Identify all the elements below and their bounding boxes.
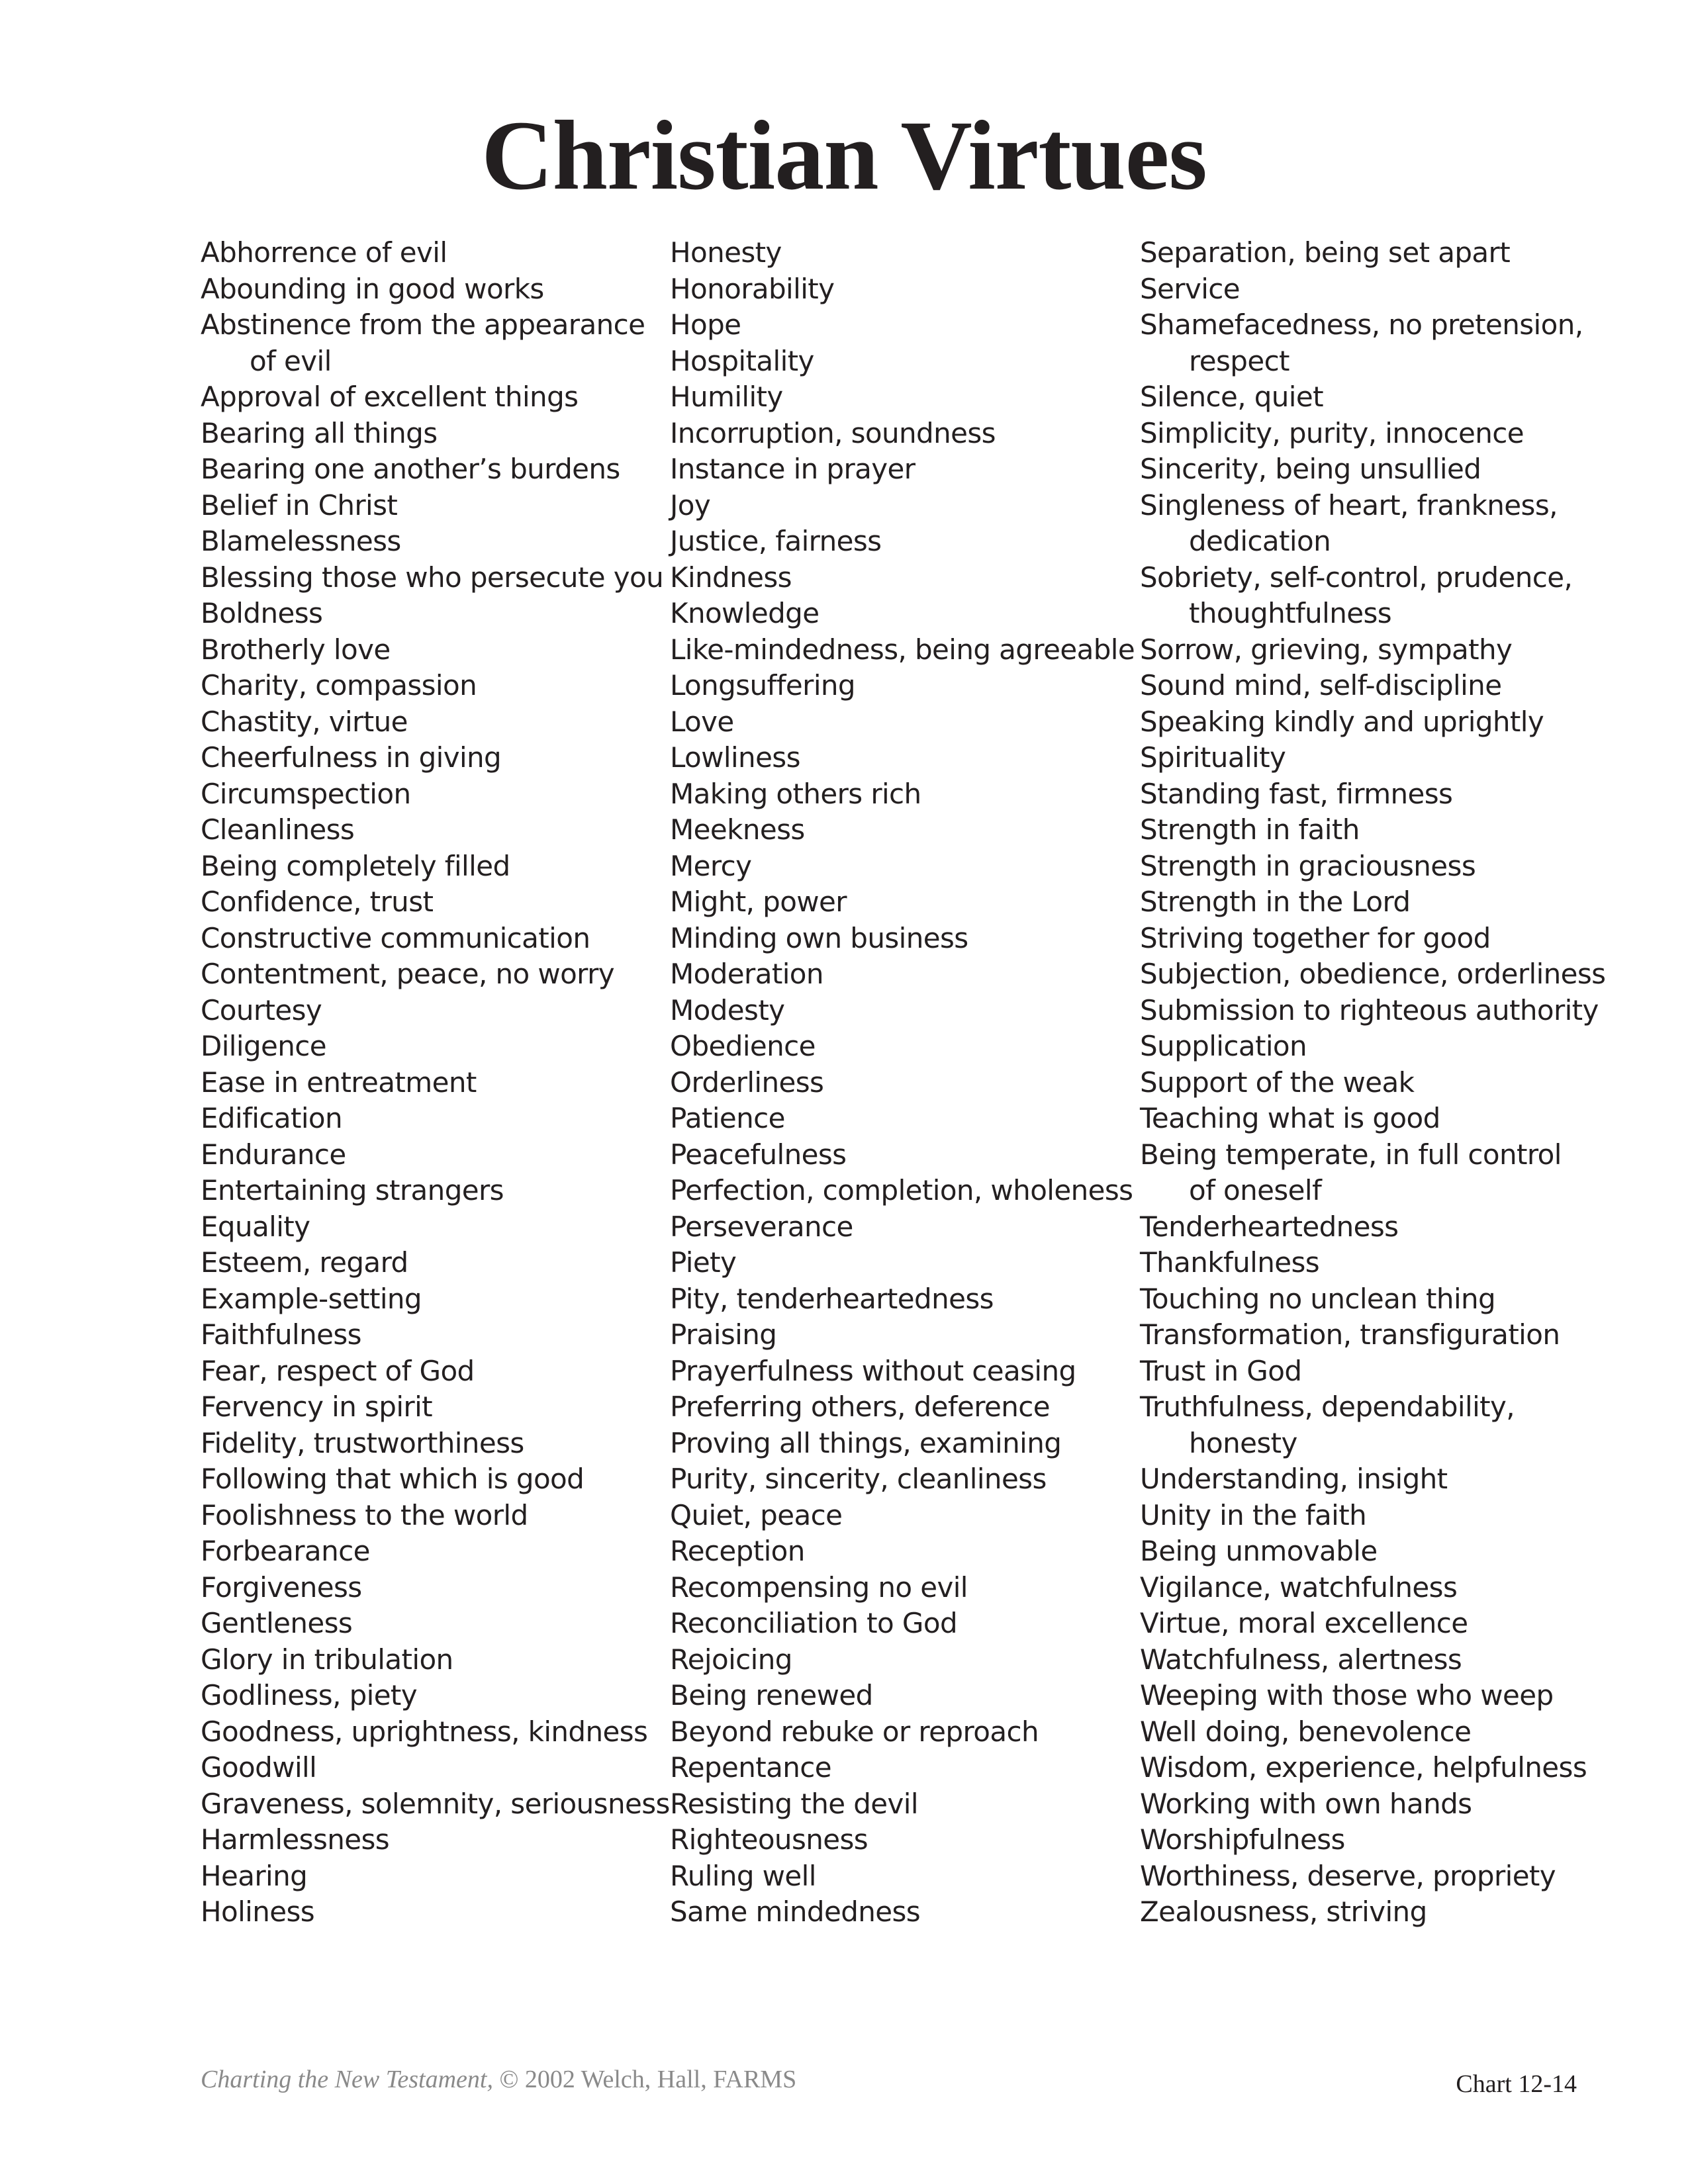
virtue-item — [670, 1137, 1133, 1173]
virtue-label: Might, power — [670, 886, 847, 918]
virtue-item — [201, 1101, 664, 1137]
virtue-label: Purity, sincerity, cleanliness — [670, 1463, 1047, 1495]
virtue-item — [670, 1245, 1133, 1281]
virtue-label: Ease in entreatment — [201, 1066, 477, 1099]
virtue-label: Standing fast, firmness — [1140, 777, 1453, 810]
virtue-item — [201, 596, 664, 632]
virtue-label: Bearing all things — [201, 416, 438, 449]
virtue-label: Belief in Christ — [201, 488, 398, 522]
virtue-item — [1140, 884, 1617, 921]
virtue-item — [670, 1570, 1133, 1606]
virtue-label: Holiness — [201, 1895, 315, 1928]
virtues-column-2 — [670, 235, 1133, 1931]
virtue-label: Minding own business — [670, 921, 968, 954]
virtue-label: Knowledge — [670, 597, 820, 629]
virtue-label: Rejoicing — [670, 1643, 792, 1676]
virtue-label: Proving all things, examining — [670, 1426, 1062, 1459]
virtue-label: Praising — [670, 1318, 777, 1351]
virtue-label: Striving together for good — [1140, 921, 1491, 954]
virtue-label: Goodness, uprightness, kindness — [201, 1715, 648, 1748]
virtue-item — [1140, 848, 1617, 885]
virtue-label: Cleanliness — [201, 813, 355, 846]
virtue-label: Vigilance, watchfulness — [1140, 1570, 1458, 1604]
virtue-item — [670, 1858, 1133, 1895]
virtue-label: Sobriety, self-control, prudence, — [1140, 561, 1573, 594]
virtue-item — [670, 1642, 1133, 1678]
virtue-item — [670, 1750, 1133, 1786]
virtue-item — [201, 451, 664, 488]
virtue-label: Submission to righteous authority — [1140, 993, 1599, 1026]
virtue-label: Blamelessness — [201, 525, 401, 557]
virtue-label: Godliness, piety — [201, 1679, 418, 1711]
virtue-item — [1140, 1317, 1617, 1353]
virtue-label: Same mindedness — [670, 1895, 921, 1928]
virtue-item — [201, 488, 664, 524]
virtue-label: Approval of excellent things — [201, 381, 579, 413]
virtue-item — [670, 235, 1133, 271]
virtue-label: Understanding, insight — [1140, 1463, 1448, 1495]
virtue-label: Support of the weak — [1140, 1066, 1415, 1099]
virtue-item — [670, 993, 1133, 1029]
virtue-label: Being completely filled — [201, 849, 510, 882]
virtue-label: Abstinence from the appearance — [201, 308, 645, 341]
virtue-item — [670, 668, 1133, 704]
virtue-item — [670, 1894, 1133, 1931]
virtue-item — [1140, 812, 1617, 848]
copyright-notice: © 2002 Welch, Hall, FARMS — [492, 2066, 797, 2093]
virtue-label: Constructive communication — [201, 921, 590, 954]
virtue-item — [201, 1678, 664, 1714]
virtue-label: Trust in God — [1140, 1354, 1302, 1387]
virtue-label: Forgiveness — [201, 1570, 362, 1604]
virtue-label: Joy — [670, 488, 711, 522]
virtue-item — [201, 740, 664, 776]
virtue-label: Transformation, transfiguration — [1140, 1318, 1560, 1351]
virtue-item — [1140, 668, 1617, 704]
virtue-label: Being unmovable — [1140, 1535, 1378, 1567]
virtue-item — [1140, 416, 1617, 452]
virtue-item — [1140, 1642, 1617, 1678]
virtue-label: Hospitality — [670, 344, 814, 377]
virtue-item — [201, 1245, 664, 1281]
virtue-item — [201, 1065, 664, 1101]
virtue-item — [201, 956, 664, 993]
virtue-label: Justice, fairness — [670, 525, 882, 557]
virtue-label: Hope — [670, 308, 741, 341]
virtue-item — [1140, 776, 1617, 813]
virtue-item — [1140, 704, 1617, 741]
virtue-item — [201, 1533, 664, 1570]
virtue-item — [201, 993, 664, 1029]
virtue-item — [1140, 1533, 1617, 1570]
virtue-item — [670, 523, 1133, 560]
virtue-label: Cheerfulness in giving — [201, 741, 502, 774]
virtue-item — [201, 668, 664, 704]
virtue-label: Boldness — [201, 597, 323, 629]
virtue-item — [670, 921, 1133, 957]
virtues-list — [0, 235, 1688, 1956]
virtue-item — [201, 1714, 664, 1751]
virtue-label: Charity, compassion — [201, 669, 477, 702]
virtue-label: Watchfulness, alertness — [1140, 1643, 1462, 1676]
virtue-item — [1140, 1209, 1617, 1246]
virtue-item — [201, 1461, 664, 1498]
virtue-item — [670, 704, 1133, 741]
virtue-item — [670, 1461, 1133, 1498]
virtues-column-3 — [1140, 235, 1617, 1931]
virtue-label: Reception — [670, 1535, 805, 1567]
virtue-label: Perseverance — [670, 1210, 853, 1243]
virtue-label: Equality — [201, 1210, 310, 1243]
virtue-label: Unity in the faith — [1140, 1498, 1367, 1531]
virtue-label: Incorruption, soundness — [670, 416, 996, 449]
virtues-column-1 — [201, 235, 670, 1931]
virtue-item — [1140, 271, 1617, 308]
virtue-label: Edification — [201, 1102, 343, 1134]
virtue-label: Example-setting — [201, 1282, 422, 1315]
virtue-label: Diligence — [201, 1030, 326, 1062]
virtue-label: Beyond rebuke or reproach — [670, 1715, 1039, 1748]
virtue-label: Obedience — [670, 1030, 816, 1062]
virtue-item — [201, 1894, 664, 1931]
virtue-label: Righteousness — [670, 1823, 868, 1856]
virtue-label: Kindness — [670, 561, 792, 594]
virtue-label: Silence, quiet — [1140, 381, 1323, 413]
virtue-label: Sorrow, grieving, sympathy — [1140, 633, 1513, 666]
virtue-item — [201, 812, 664, 848]
virtue-label: Simplicity, purity, innocence — [1140, 416, 1524, 449]
virtue-item — [670, 1028, 1133, 1065]
virtue-item — [670, 343, 1133, 380]
virtue-label: Perfection, completion, wholeness — [670, 1174, 1133, 1206]
virtue-label: Courtesy — [201, 993, 322, 1026]
virtue-label: Tenderheartedness — [1140, 1210, 1399, 1243]
virtue-label: Meekness — [670, 813, 805, 846]
virtue-label: Glory in tribulation — [201, 1643, 453, 1676]
virtue-item — [201, 1353, 664, 1390]
virtue-item — [1140, 1101, 1617, 1137]
virtue-label: Confidence, trust — [201, 886, 434, 918]
virtue-item — [670, 1678, 1133, 1714]
virtue-item — [670, 1426, 1133, 1462]
virtue-label: Honorability — [670, 272, 835, 305]
virtue-label: Love — [670, 705, 734, 738]
virtue-item — [201, 1281, 664, 1318]
virtue-item — [201, 1786, 670, 1823]
virtue-item — [201, 1137, 664, 1173]
virtue-item — [670, 379, 1133, 416]
virtue-item — [670, 1498, 1133, 1534]
virtue-label: Zealousness, striving — [1140, 1895, 1427, 1928]
virtue-label: Like-mindedness, being agreeable — [670, 633, 1135, 666]
virtue-label: Foolishness to the world — [201, 1498, 528, 1531]
virtue-item — [670, 956, 1133, 993]
virtue-label: Harmlessness — [201, 1823, 390, 1856]
virtue-label: Making others rich — [670, 777, 921, 810]
virtue-label: Entertaining strangers — [201, 1174, 504, 1206]
virtue-label: Instance in prayer — [670, 453, 915, 485]
virtue-item — [670, 1281, 1133, 1318]
virtue-item — [201, 1858, 664, 1895]
virtue-label: Fear, respect of God — [201, 1354, 475, 1387]
virtue-item — [670, 1353, 1133, 1390]
page-title: Christian Virtues — [481, 101, 1207, 210]
virtue-item — [670, 848, 1133, 885]
virtue-label: Well doing, benevolence — [1140, 1715, 1472, 1748]
virtue-item — [1140, 379, 1617, 416]
virtue-item — [201, 776, 664, 813]
virtue-item — [201, 1028, 664, 1065]
virtue-item — [670, 740, 1133, 776]
virtue-label: Abounding in good works — [201, 272, 544, 305]
virtue-label: Following that which is good — [201, 1463, 585, 1495]
virtue-label: Preferring others, deference — [670, 1390, 1051, 1423]
virtue-label: Gentleness — [201, 1607, 353, 1639]
virtue-label: Humility — [670, 381, 783, 413]
virtue-label: Endurance — [201, 1138, 346, 1171]
virtue-item — [201, 560, 664, 596]
virtue-label: Abhorrence of evil — [201, 236, 447, 269]
virtue-item — [670, 1714, 1133, 1751]
virtue-item — [1140, 956, 1617, 993]
virtue-item — [670, 776, 1133, 813]
virtue-label: Truthfulness, dependability, — [1140, 1390, 1515, 1423]
virtue-label: Blessing those who persecute you — [201, 561, 664, 594]
virtue-item — [1140, 1461, 1617, 1498]
virtue-item — [670, 632, 1133, 668]
virtue-item — [1140, 1678, 1617, 1714]
virtue-label: Strength in graciousness — [1140, 849, 1476, 882]
virtue-item — [1140, 560, 1617, 632]
virtue-item — [201, 1389, 664, 1426]
virtue-item — [1140, 1389, 1617, 1461]
virtue-item — [1140, 1498, 1617, 1534]
virtue-label: Peacefulness — [670, 1138, 847, 1171]
virtue-item — [1140, 1822, 1617, 1858]
virtue-item — [1140, 1245, 1617, 1281]
virtue-item — [1140, 1137, 1617, 1209]
virtue-label: Hearing — [201, 1859, 308, 1892]
virtue-item — [670, 1533, 1133, 1570]
virtue-item — [670, 1209, 1133, 1246]
virtue-label: Being renewed — [670, 1679, 873, 1711]
virtue-item — [201, 416, 664, 452]
virtue-item — [201, 704, 664, 741]
virtue-item — [1140, 1353, 1617, 1390]
virtue-label: Singleness of heart, frankness, — [1140, 488, 1558, 522]
virtue-item — [670, 488, 1133, 524]
virtue-label: Pity, tenderheartedness — [670, 1282, 994, 1315]
virtue-label: Sound mind, self-discipline — [1140, 669, 1502, 702]
virtue-item — [670, 451, 1133, 488]
virtue-item — [1140, 1065, 1617, 1101]
virtue-item — [670, 1786, 1133, 1823]
virtue-item — [201, 307, 664, 379]
virtue-item — [201, 1173, 664, 1209]
virtue-label: Bearing one another’s burdens — [201, 453, 620, 485]
virtue-label: Being temperate, in full control — [1140, 1138, 1562, 1171]
virtue-label: Weeping with those who weep — [1140, 1679, 1554, 1711]
virtue-item — [670, 884, 1133, 921]
virtue-label: Teaching what is good — [1140, 1102, 1440, 1134]
virtue-label-continuation: of evil — [250, 344, 332, 377]
virtue-item — [1140, 235, 1617, 271]
virtue-item — [670, 416, 1133, 452]
virtue-label: Separation, being set apart — [1140, 236, 1511, 269]
virtue-label: Faithfulness — [201, 1318, 361, 1351]
virtue-label: Brotherly love — [201, 633, 391, 666]
book-title: Charting the New Testament, — [201, 2066, 493, 2093]
virtue-label: Piety — [670, 1246, 737, 1279]
virtue-item — [201, 848, 664, 885]
virtue-item — [201, 1570, 664, 1606]
virtue-item — [670, 1065, 1133, 1101]
virtue-label: Subjection, obedience, orderliness — [1140, 958, 1606, 990]
virtue-item — [1140, 1281, 1617, 1318]
virtue-item — [1140, 1606, 1617, 1642]
virtue-item — [201, 1209, 664, 1246]
virtue-item — [201, 632, 664, 668]
virtue-label: Goodwill — [201, 1751, 317, 1784]
virtue-item — [201, 1317, 664, 1353]
virtue-label-continuation: honesty — [1189, 1426, 1297, 1459]
virtue-label: Worshipfulness — [1140, 1823, 1345, 1856]
virtue-label: Ruling well — [670, 1859, 816, 1892]
virtue-item — [670, 1317, 1133, 1353]
virtue-label-continuation: of oneself — [1189, 1174, 1322, 1206]
virtue-label: Wisdom, experience, helpfulness — [1140, 1751, 1587, 1784]
virtue-item — [1140, 1894, 1617, 1931]
virtue-item — [201, 379, 664, 416]
virtue-item — [670, 812, 1133, 848]
virtue-label: Thankfulness — [1140, 1246, 1320, 1279]
virtue-item — [670, 1173, 1133, 1209]
virtue-item — [1140, 1714, 1617, 1751]
virtue-label: Strength in the Lord — [1140, 886, 1411, 918]
virtue-label: Working with own hands — [1140, 1787, 1472, 1820]
virtue-label: Mercy — [670, 849, 752, 882]
virtue-item — [1140, 1786, 1617, 1823]
virtue-item — [201, 523, 664, 560]
footer-citation — [201, 2065, 796, 2094]
virtue-item — [1140, 488, 1617, 560]
virtue-item — [670, 1389, 1133, 1426]
virtue-label: Graveness, solemnity, seriousness — [201, 1787, 670, 1820]
virtue-item — [201, 884, 664, 921]
virtue-label-continuation: respect — [1189, 344, 1289, 377]
virtue-label: Touching no unclean thing — [1140, 1282, 1496, 1315]
virtue-label: Prayerfulness without ceasing — [670, 1354, 1076, 1387]
virtue-item — [1140, 740, 1617, 776]
virtue-label: Modesty — [670, 993, 785, 1026]
virtue-label: Quiet, peace — [670, 1498, 843, 1531]
virtue-label: Repentance — [670, 1751, 832, 1784]
virtue-item — [201, 1606, 664, 1642]
virtue-item — [1140, 1570, 1617, 1606]
virtue-item — [1140, 921, 1617, 957]
virtue-label-continuation: dedication — [1189, 525, 1331, 557]
virtue-item — [670, 560, 1133, 596]
virtue-item — [670, 271, 1133, 308]
virtue-label: Circumspection — [201, 777, 411, 810]
virtue-item — [1140, 1750, 1617, 1786]
virtue-label: Orderliness — [670, 1066, 824, 1099]
virtue-label: Shamefacedness, no pretension, — [1140, 308, 1583, 341]
virtue-item — [1140, 1858, 1617, 1895]
virtue-label: Resisting the devil — [670, 1787, 918, 1820]
virtue-label: Forbearance — [201, 1535, 370, 1567]
virtue-item — [1140, 993, 1617, 1029]
virtue-label: Moderation — [670, 958, 823, 990]
virtue-item — [201, 1498, 664, 1534]
virtue-item — [201, 1822, 664, 1858]
virtue-label-continuation: thoughtfulness — [1189, 597, 1392, 629]
virtue-item — [670, 1822, 1133, 1858]
virtue-label: Speaking kindly and uprightly — [1140, 705, 1544, 738]
virtue-label: Recompensing no evil — [670, 1570, 968, 1604]
virtue-label: Supplication — [1140, 1030, 1307, 1062]
virtue-label: Sincerity, being unsullied — [1140, 453, 1481, 485]
virtue-label: Strength in faith — [1140, 813, 1360, 846]
virtue-label: Fidelity, trustworthiness — [201, 1426, 524, 1459]
virtue-item — [1140, 307, 1617, 379]
virtue-item — [670, 1606, 1133, 1642]
virtue-label: Esteem, regard — [201, 1246, 408, 1279]
virtue-item — [201, 1426, 664, 1462]
virtue-item — [1140, 1028, 1617, 1065]
virtue-item — [1140, 451, 1617, 488]
virtue-item — [201, 271, 664, 308]
virtue-label: Service — [1140, 272, 1241, 305]
virtue-label: Lowliness — [670, 741, 800, 774]
virtue-item — [201, 1642, 664, 1678]
virtue-item — [670, 307, 1133, 343]
virtue-item — [201, 1750, 664, 1786]
virtue-label: Worthiness, deserve, propriety — [1140, 1859, 1556, 1892]
virtue-item — [201, 235, 664, 271]
virtue-item — [670, 596, 1133, 632]
virtue-item — [670, 1101, 1133, 1137]
virtue-label: Longsuffering — [670, 669, 855, 702]
chart-number: Chart 12-14 — [1456, 2070, 1577, 2098]
virtue-label: Virtue, moral excellence — [1140, 1607, 1468, 1639]
virtue-label: Chastity, virtue — [201, 705, 408, 738]
virtue-label: Fervency in spirit — [201, 1390, 433, 1423]
virtue-label: Patience — [670, 1102, 785, 1134]
virtue-label: Reconciliation to God — [670, 1607, 957, 1639]
virtue-label: Contentment, peace, no worry — [201, 958, 615, 990]
virtue-item — [201, 921, 664, 957]
virtue-label: Spirituality — [1140, 741, 1286, 774]
virtue-label: Honesty — [670, 236, 782, 269]
virtue-item — [1140, 632, 1617, 668]
